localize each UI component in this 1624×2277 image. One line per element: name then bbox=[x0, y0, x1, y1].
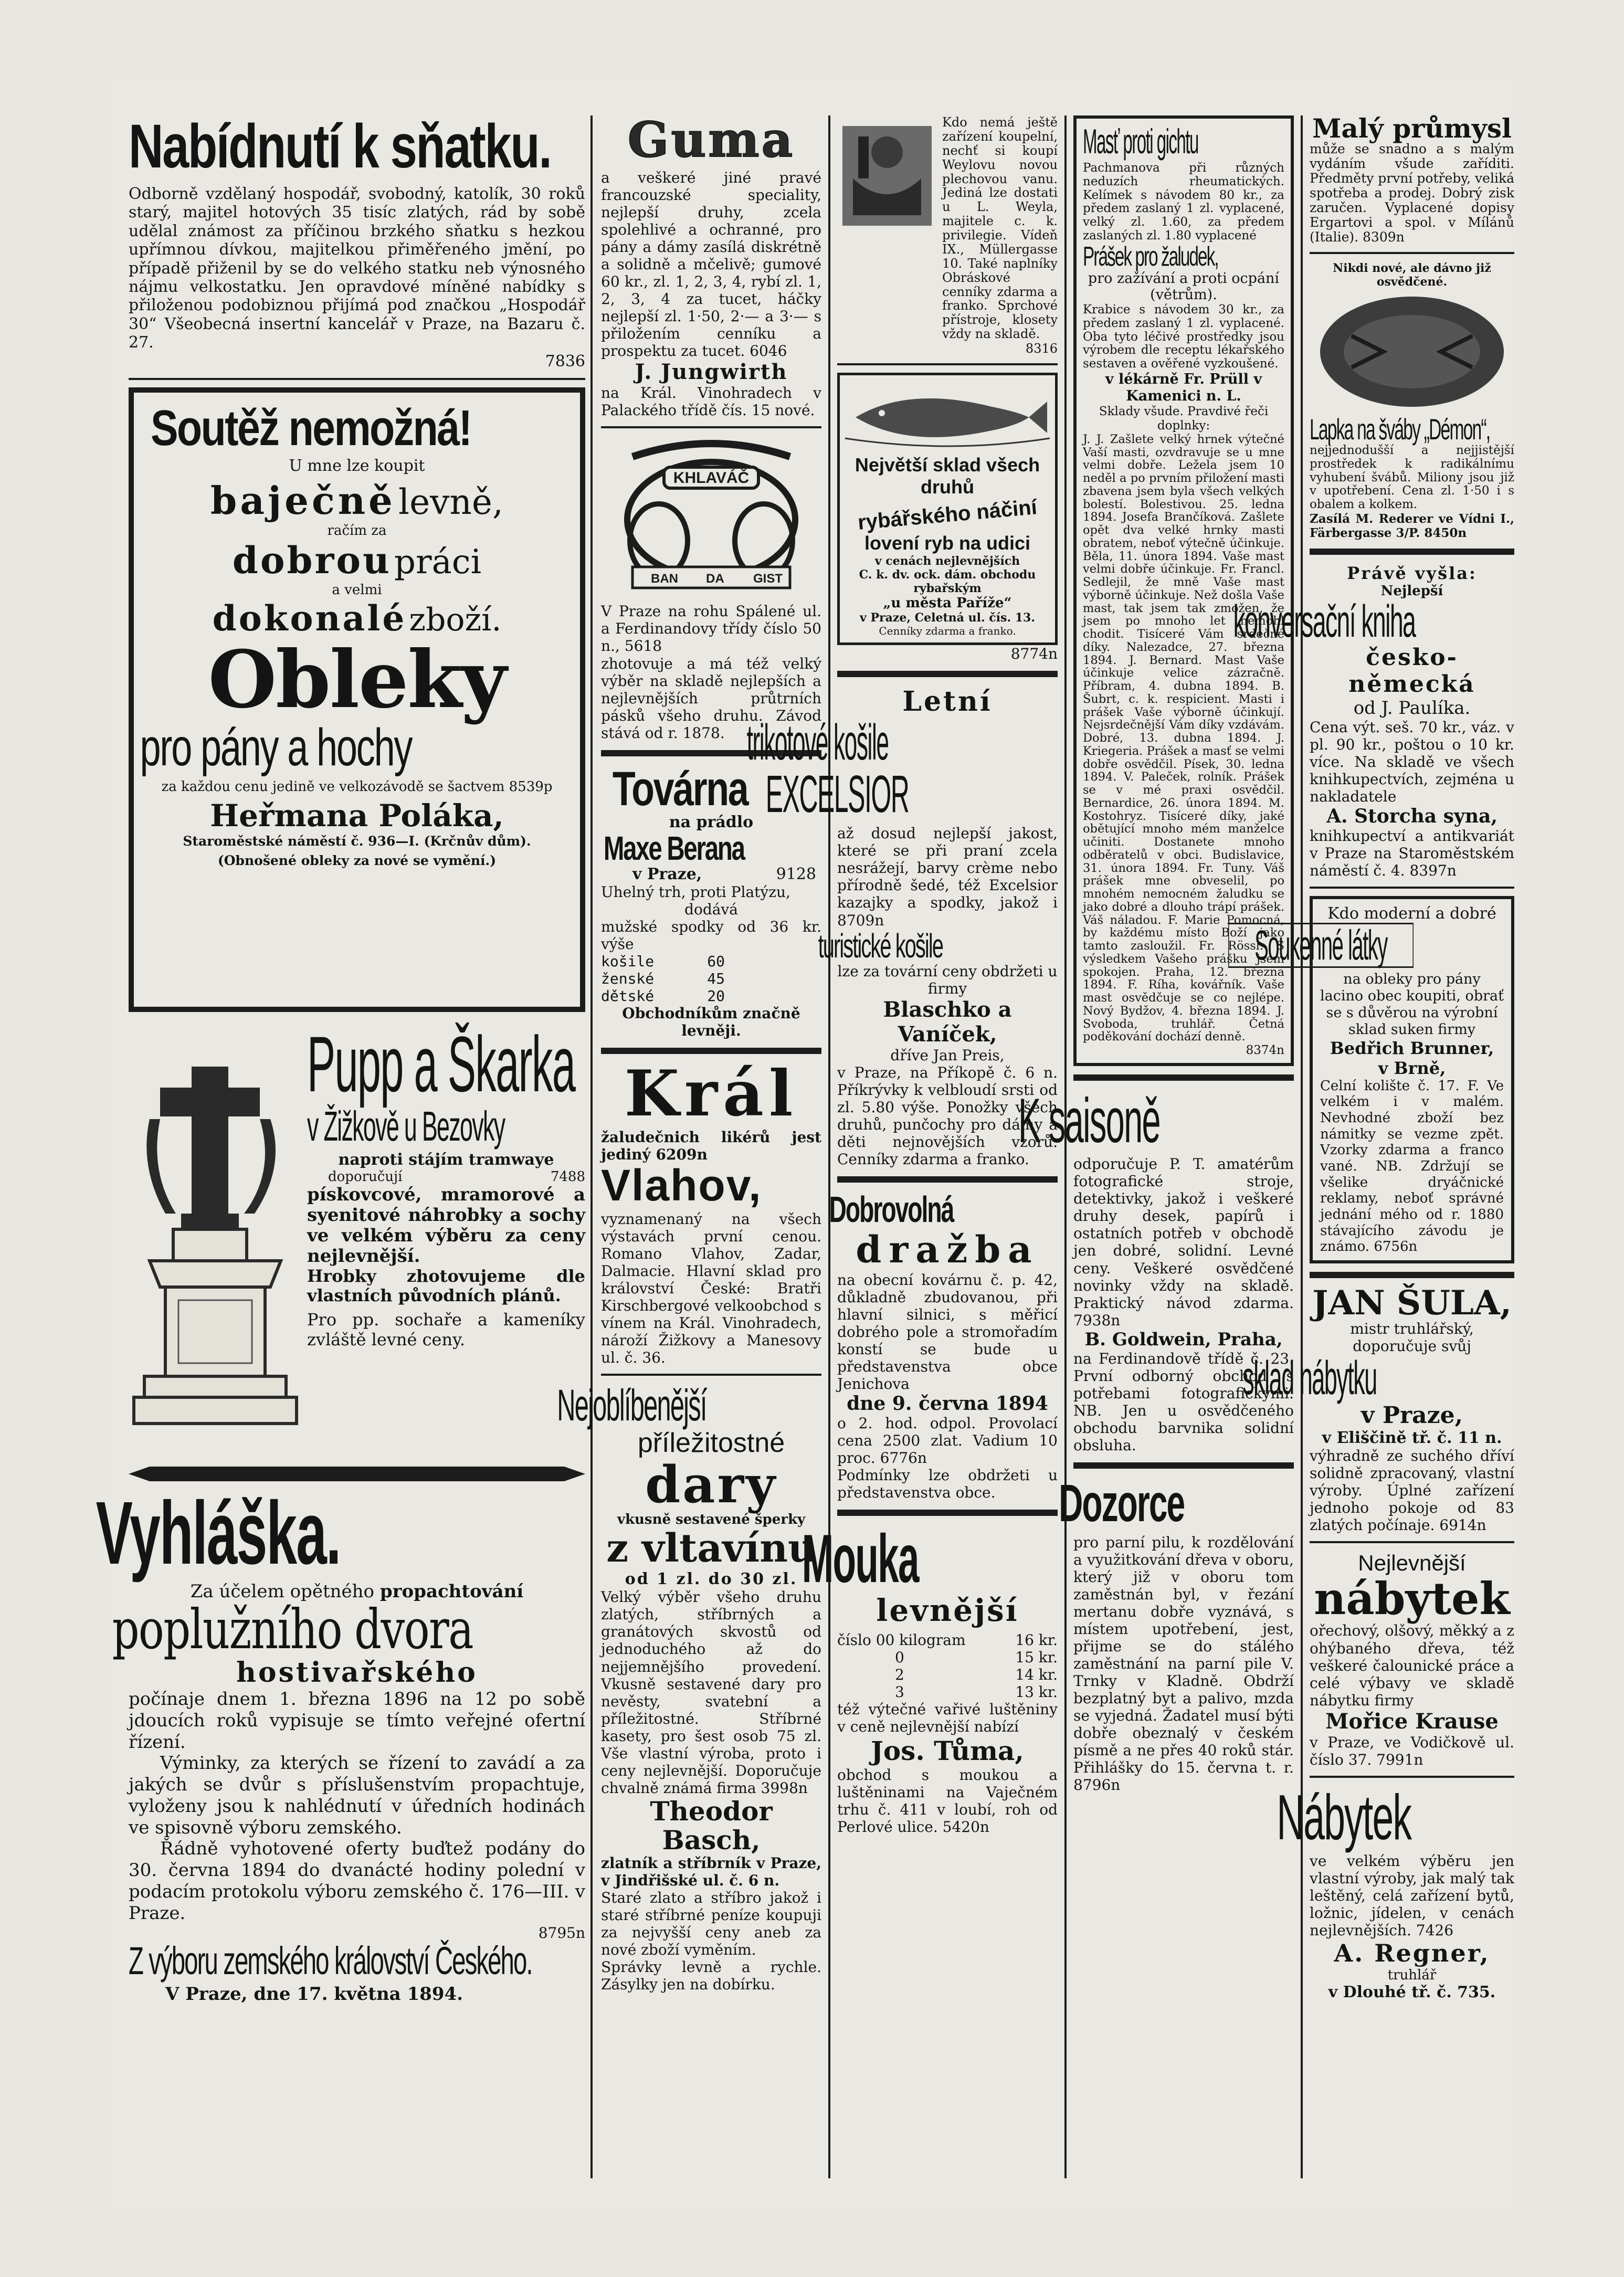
ad-beran-line: Uhelný trh, proti Platýzu, bbox=[601, 883, 790, 901]
divider bbox=[601, 426, 821, 428]
ad-regner bbox=[1277, 1781, 1514, 2001]
ad-tuma-body: obchod s moukou a luštěninami na Vaječném trhu č. 411 v loubí, roh od Perlové ulice. 5420n bbox=[837, 1766, 1058, 1836]
ad-weyl-body: Kdo nemá ještě zařízení koupelní, nechť si koupí Weylovu novou plechovou vanu. Jediná lze dostati u L. Weyla, majitele c. k. privilegie. Vídeň IX., Müllergasse 10. Také naplníky Obráskové cenníky zdarma a franko. Sprchové přístroje, klosety vždy na skladě. bbox=[942, 115, 1058, 342]
divider bbox=[601, 1374, 821, 1376]
ad-vyhlaska-body: Řádně vyhotovené oferty buďtež podány do 30. června 1894 do dvanácté hodiny polední v podacím protokolu výboru zemského č. 176—III. v Praze. bbox=[129, 1838, 585, 1924]
divider bbox=[129, 378, 585, 380]
ad-guma-title: Guma bbox=[627, 111, 795, 168]
tombstone-illustration bbox=[129, 1056, 302, 1445]
ad-demon-body: nejjednodušší a nejjistější prostředek k radikálnímu vyhubení švábů. Miliony jsou již v upotřebení. Cena zl. 1·50 i s obalem a kolkem. bbox=[1310, 444, 1514, 511]
ad-klavac-body: V Praze na rohu Spálené ul. a Ferdinandovy třídy číslo 50 n., 5618 bbox=[601, 603, 821, 655]
ad-basch-title: Nejoblíbenější bbox=[557, 1380, 706, 1430]
ad-sula-line: mistr truhlářský, doporučuje svůj bbox=[1350, 1320, 1474, 1355]
ad-storch-body: knihkupectví a antikvariát v Praze na Staroměstském náměstí č. 4. 8397n bbox=[1310, 827, 1514, 880]
ad-pupp-code: 7488 bbox=[550, 1168, 585, 1185]
ad-erhart bbox=[1310, 115, 1514, 540]
ad-basch-line: zlatník a stříbrník v Praze, v Jindřišské ul. č. 6 n. bbox=[601, 1854, 821, 1889]
divider bbox=[837, 671, 1058, 677]
ad-excelsior-line: lze za tovární ceny obdržeti u firmy bbox=[837, 962, 1058, 997]
ad-marriage-title: Nabídnutí k sňatku. bbox=[129, 112, 551, 181]
ad-brunner-name: Bedřich Brunner, bbox=[1330, 1038, 1494, 1058]
ad-excelsior-head: Letní bbox=[902, 686, 993, 718]
truss-illustration bbox=[601, 436, 821, 598]
ad-brunner-line: v Brně, bbox=[1378, 1058, 1446, 1078]
ad-polak-word: zboží. bbox=[409, 601, 502, 638]
ad-beran-code: 9128 bbox=[776, 865, 816, 883]
ad-kraus-title: nábytek bbox=[1314, 1573, 1510, 1625]
ad-fishing-line: v Praze, Celetná ul. čís. 13. bbox=[860, 611, 1035, 625]
ad-fishing-line: Cenníky zdarma a franko. bbox=[879, 625, 1016, 638]
ad-vlahov-name: Vlahov, bbox=[601, 1160, 762, 1210]
ad-basch-dary: dary bbox=[645, 1455, 777, 1515]
ad-guma bbox=[601, 111, 821, 419]
ad-pupp-subtitle: v Žižkově u Bezovky bbox=[307, 1102, 505, 1150]
ad-vlahov-title: Král bbox=[624, 1056, 798, 1131]
ad-erhart-title: Malý průmysl bbox=[1312, 113, 1512, 144]
ad-trnka-title: Dozorce bbox=[1059, 1473, 1185, 1533]
ad-beran-prices: košile 60 ženské 45 dětské 20 bbox=[601, 952, 725, 1005]
ad-basch-line: Staré zlato a stříbro jakož i staré stříbrné peníze koupuji za nejvyšší ceny aneb za nové zboží vyměním. bbox=[601, 1889, 821, 1958]
ad-vyhlaska-date: V Praze, dne 17. května 1894. bbox=[165, 1983, 463, 2005]
ad-goldwein-name: B. Goldwein, Praha, bbox=[1084, 1329, 1283, 1350]
divider bbox=[601, 1048, 821, 1054]
ad-prull-title2: Prášek pro žaludek, bbox=[1083, 241, 1218, 272]
ad-drazba bbox=[829, 1188, 1058, 1502]
ad-pupp-line: naproti stájím tramwaye bbox=[338, 1150, 554, 1169]
ad-beran-line: na prádlo bbox=[669, 813, 754, 831]
ad-vyhlaska-title: Vyhláška. bbox=[96, 1483, 341, 1583]
ad-beran-line: v Praze, bbox=[632, 865, 702, 883]
ad-tuma bbox=[802, 1520, 1058, 1836]
ad-prull-code: 8374n bbox=[1246, 1043, 1284, 1058]
ad-storch-body: Cena výt. seš. 70 kr., váz. v pl. 90 kr., poštou o 10 kr. více. Na skladě ve všech knihkupectvích, zejména u nakladatele bbox=[1310, 719, 1514, 806]
ad-goldwein-body: odporučuje P. T. amatérům fotografické stroje, detektivky, jakož i veškeré druhy desek, papírů i ostatních potřeb v obchodě jen dobré, solidní. Levné ceny. Veškeré osvědčené novinky vždy na skladě. Praktický návod zdarma. 7938n bbox=[1073, 1155, 1294, 1329]
ad-storch-title: konversační kniha bbox=[1233, 596, 1416, 647]
ad-basch-vltavin: z vltavínu bbox=[606, 1525, 816, 1571]
ad-polak-line: račím za bbox=[327, 522, 387, 539]
ad-vyhlaska-place: hostivařského bbox=[236, 1656, 478, 1689]
ad-prull-line: v lékárně Fr. Prüll v Kamenici n. L. bbox=[1105, 371, 1262, 404]
ad-fishing-line: C. k. dv. ock. dám. obchodu rybařským bbox=[859, 568, 1036, 596]
ad-basch-line: Správky levně a rychle. Zásylky jen na dobírku. bbox=[601, 1958, 821, 1993]
ad-pupp-line: doporučují bbox=[328, 1168, 403, 1185]
ad-trnka bbox=[1059, 1473, 1294, 1794]
ad-kraus-body: ořechový, olšový, měkký a z ohýbaného dřeva, též veškeré čalounické práce a celé výbavy ve skladě nábytku firmy bbox=[1310, 1622, 1514, 1709]
column-1 bbox=[96, 112, 585, 2005]
ad-vyhlaska-body: Výminky, za kterých se řízení to zavádí a za jakých se dvůr s příslušenstvím propachtuje, vyloženy jsou k nahlédnutí v úředních hodinách ve spisovně výboru zemského. bbox=[129, 1753, 585, 1838]
ad-regner-body: ve velkém výběru jen vlastní výroby, jak malý tak leštěný, celá zařízení bytů, ložnic, jídelen, v cenách nejlevnějších. 7426 bbox=[1310, 1852, 1514, 1939]
ad-guma-address: na Král. Vinohradech v Palackého třídě čís. 15 nové. bbox=[601, 384, 821, 419]
ad-sula-address: v Eliščině tř. č. 11 n. bbox=[1322, 1429, 1502, 1448]
ad-vlahov-line: žaludečnich likérů jest jediný 6209n bbox=[601, 1128, 821, 1163]
ad-kraus-name: Mořice Krause bbox=[1325, 1709, 1499, 1734]
ad-fishing-line: lovení ryb na udici bbox=[864, 532, 1031, 554]
ad-vyhlaska-line: propachtování bbox=[379, 1580, 524, 1602]
truss-label: DA bbox=[706, 572, 724, 586]
ad-brunner-line: Kdo moderní a dobré bbox=[1327, 904, 1496, 923]
ad-polak-obleky: Obleky bbox=[208, 633, 506, 726]
newspaper-page bbox=[96, 79, 1517, 2215]
ad-kraus-line: Nejlevnější bbox=[1358, 1551, 1466, 1576]
truss-label: BAN bbox=[651, 572, 678, 586]
ad-excelsior-tourist: turistické košile bbox=[818, 926, 943, 965]
ad-regner-title: Nábytek bbox=[1277, 1781, 1411, 1853]
ad-polak-suits bbox=[129, 387, 585, 1012]
ad-polak-word: dobrou bbox=[232, 538, 392, 582]
ad-polak-title: Soutěž nemožná! bbox=[150, 399, 471, 456]
ad-polak-line: a velmi bbox=[332, 582, 382, 598]
ad-beran-line: Obchodníkům značně levněji. bbox=[622, 1004, 800, 1039]
ad-storch-line: Právě vyšla: bbox=[1347, 563, 1477, 583]
ad-fishing-title: rybářského náčiní bbox=[857, 496, 1038, 535]
ad-fishing-line: „u města Paříže“ bbox=[883, 595, 1012, 612]
ad-prull-line: pro zažívání a proti ocpání (větrům). bbox=[1088, 270, 1280, 303]
heavy-divider bbox=[129, 1463, 585, 1484]
ad-marriage-body: Odborně vzdělaný hospodář, svobodný, katolík, 30 roků starý, majitel hotových 35 tisíc zlatých, rád by sobě udělal známost za příčinou brzkého sňatku s hezkou upřímnou dívkou, majitelkou přiměřeného jmění, po případě přiženil by se do velkého statku neb výnosného nájmu velkostatku. Jen opravdové míněné nabídky s přiloženou podobiznou přijímá pod značkou „Hospodář 30“ Všeobecná insertní kancelář v Praze, na Bazaru č. 27. bbox=[129, 185, 585, 352]
ad-excelsior-body: v Praze, na Příkopě č. 6 n. Příkrývky k velbloudí srsti od zl. 5.80 výše. Ponožky všech druhů, punčochy pro dámy a děti nejnovějších vzorů. Cenníky zdarma a franko. bbox=[837, 1063, 1058, 1168]
ad-goldwein-title: K saisoně bbox=[1018, 1085, 1161, 1156]
ad-pupp-skarka bbox=[129, 1019, 585, 1460]
ad-basch-body: Velký výběr všeho druhu zlatých, stříbrných a granátových skvostů od jednoduchého až do nejjemnějšího provedení. Vkusně sestavené dary pro nevěsty, svatební a příležitostné. Stříbrné kasety, pro šest osob 75 zl. Vše vlastní výroba, proto i ceny nejlevnější. Doporučuje chvalně známá firma 3998n bbox=[601, 1588, 821, 1797]
ad-fishing-line: v cenách nejlevnějších bbox=[874, 554, 1020, 568]
ad-kraus-body: v Praze, ve Vodičkově ul. číslo 37. 7991n bbox=[1310, 1733, 1514, 1768]
ad-drazba-body: na obecní kovárnu č. p. 42, důkladně zbudovanou, při hlavní silnici, s měřicí dobrého pole a stromořadím konstí se bude u představenstva obce Jenichova bbox=[837, 1271, 1058, 1393]
ad-polak-address: Staroměstské náměstí č. 936—I. (Krčnův dům). bbox=[183, 834, 531, 849]
ad-storch-line: česko-německá bbox=[1348, 644, 1475, 698]
ad-guma-body: a veškeré jiné pravé francouzské speciality, nejlepší druhy, zcela spolehlivé a ochranné, pro pány a dámy zasílá diskrétně a solidně a mčelivě; gumové 60 kr., zl. 1, 2, 3, 4, rybí zl. 1, 2, 3, 4 za tucet, háčky nejlepší zl. 1·50, 2·— a 3·— s přiložením cenníku a prospektu za tucet. 6046 bbox=[601, 169, 821, 360]
ad-sula bbox=[1242, 1283, 1514, 1534]
column-rule bbox=[590, 115, 593, 2178]
ad-prull-testimonials: J. J. Zašlete velký hrnek výtečné Vaší masti, ozvdravuje se u mne velmi dobře. Ležela jsem 10 neděl a po prvním přiložení masti zbavena jsem byla všech velkých bolestí. Bolestivou. 25. ledna 1894. Josefa Brančíková. Zašlete opět dva velké hrnky masti obratem, neboť výtečně účinkuje. Běla, 11. února 1894. Vaše mast velmi dobře účinkuje. Fr. Francl. Sedlejil, že mně Vaše mast výborně účinkuje. Než došla Vaše mast, tak jsem tak zmožen, že jsem po mnoho let nemohl chodit. Tisíceré Vám srdečné díky. Nalezadce, 27. března 1894. J. Bernard. Mast Vaše účinkuje velice zázračně. Příbram, 4. dubna 1894. B. Šubrt, c. k. respicient. Masti i prášek Vaše výborně účinkují. Nejsrdečnější Vám díky vzdávám. Dobré, 13. dubna 1894. J. Kriegeria. Prášek a masť se velmi dobře osvědčil. Písek, 30. ledna 1894. V. Paleček, rolník. Prášek se v mé praxi osvědčil. Bernardice, 26. února 1894. M. Kostohryz. Tisíceré díky, jaké obětující mnoho mém manželce učiniti. Dostanete mnoho odběratelů v obci. Budislavice, 31. února 1894. Fr. Tuny. Váš prášek mne obveselil, po mnohém nemocném žaludku se jako dobré a dlouho trápí prášek. Váš náladou. F. Marie Pomocná, by každému místo Boží jako tamto zasloužil. Fr. Rössl. S výsledkem Vašeho prášku jsem spokojen. Praha, 12. března 1894. F. Ríha, kovářník. Vaše mast osvědčuje se co nejlépe. Nový Bydžov, 4. března 1894. J. Svoboda, truhlář. Četná poděkování dochází denně. bbox=[1083, 432, 1284, 1044]
ad-kraus bbox=[1310, 1551, 1514, 1768]
ad-goldwein-body: na Ferdinandově třídě č. 23. První odborný obchod s potřebami fotografickými. NB. Jen u osvědčeného obchodu barvnika solidní obsluha. bbox=[1073, 1350, 1294, 1454]
truss-label: KHLAVÁČ bbox=[673, 469, 750, 487]
ad-tuma-prices: číslo 00 kilogram 16 kr. 0 15 kr. 2 14 kr. 3 13 kr. bbox=[837, 1631, 1058, 1701]
ad-erhart-body: může se snadno a s malým vydáním všude zaříditi. Předměty první potřeby, veliká spotřeba a prodej. Dobrý zisk zaručen. Vyplacené dopisy Ergartovi a spol. v Mílánů (Italie). 8309n bbox=[1310, 141, 1514, 245]
ad-polak-line: za každou cenu jedině ve velkozávodě se šactvem 8539p bbox=[161, 779, 553, 795]
ad-brunner-body: Celní kolište č. 17. F. Ve velkém i v malém. Nevhodné zboží bez námitky se vezme zpět. Vzorky zdarma a franco vané. NB. Zdržují se všelike dryáčnické reklamy, neboť správné jednání mého od r. 1880 stávajícího závodu je známo. 6756n bbox=[1320, 1078, 1504, 1255]
ad-basch-name: Theodor Basch, bbox=[650, 1795, 773, 1856]
ad-fishing-line: Největší sklad všech druhů bbox=[855, 454, 1040, 498]
ad-beran-line: mužské spodky od 36 kr. výše bbox=[601, 918, 821, 953]
ad-vyhlaska bbox=[96, 1483, 585, 2005]
ad-trnka-body: pro parní pilu, k rozdělování a využitkování dřeva v oboru, který již v oboru tom zaměstnán byl, v řezání mertanu dobře vyznává, s místem upotřebení, jest, přijme se do stálého zaměstnání na parní pile V. Trnky v Kladně. Obdrží bezplatný byt a palivo, mzda se vyjedná. Žadatel musí býti dobře obeznalý v českém písmě a ne přes 40 roků stár. Přihlášky do 15. června t. r. 8796n bbox=[1073, 1533, 1294, 1794]
ad-regner-line: v Dlouhé tř. č. 735. bbox=[1328, 1983, 1496, 2001]
ad-weyl-code: 8316 bbox=[1025, 341, 1058, 356]
ad-prull-body: Krabice s návodem 30 kr., za předem zaslaný 1 zl. vyplacené. Oba tyto léčivé prostředky jsou výrobem dle receptu lékařského sestaven a ověřené vyzkoušené. bbox=[1083, 303, 1284, 371]
ad-tuma-sub: levnější bbox=[876, 1593, 1019, 1629]
ad-basch-line: vkusně sestavené šperky bbox=[617, 1511, 806, 1527]
ad-prull-title: Masť proti gichtu bbox=[1083, 122, 1198, 161]
ad-polak-sub: pro pány a hochy bbox=[140, 718, 412, 777]
ad-fishing-code: 8774n bbox=[1010, 645, 1058, 663]
ad-klavac bbox=[601, 436, 821, 741]
ad-excelsior-name: Blaschko a Vaníček, bbox=[883, 997, 1012, 1047]
divider bbox=[1310, 1541, 1514, 1543]
ad-klavac-body: zhotovuje a má též velký výběr na skladě nejlepších a nejlevnějších průtrních pásků všeho druhu. Závod stává od r. 1878. bbox=[601, 655, 821, 742]
fish-illustration bbox=[845, 381, 1050, 454]
truss-label: GIST bbox=[753, 572, 783, 586]
ad-tuma-name: Jos. Tůma, bbox=[871, 1735, 1024, 1767]
divider bbox=[1310, 887, 1514, 889]
ad-prull-line: Sklady všude. Pravdivé řeči doplnky: bbox=[1099, 404, 1269, 433]
divider bbox=[1310, 549, 1514, 555]
ad-vyhlaska-sign: Z výboru zemského království Českého. bbox=[129, 1938, 532, 1983]
ad-pupp-body: pískovcové, mramorové a syenitové náhrobky a sochy ve velkém výběru za ceny nejlevnější. bbox=[307, 1184, 585, 1267]
ad-sula-city: v Praze, bbox=[1361, 1402, 1463, 1429]
column-rule bbox=[828, 115, 830, 2178]
ad-storch-name: A. Storcha syna, bbox=[1326, 805, 1498, 828]
ad-beran-line: dodává bbox=[684, 900, 738, 918]
ad-demon-title: Lapka na šváby „Démon“, bbox=[1310, 413, 1490, 446]
ad-regner-name: A. Regner, bbox=[1334, 1938, 1490, 1967]
ad-demon-caption: Nikdi nové, ale dávno již osvědčené. bbox=[1333, 261, 1491, 289]
ad-storch-line: Nejlepší bbox=[1380, 583, 1443, 599]
ad-drazba-body: Podmínky lze obdržeti u představenstva obce. bbox=[837, 1467, 1058, 1502]
ad-polak-word: dokonalé bbox=[212, 597, 407, 639]
ad-basch-line: příležitostné bbox=[637, 1428, 785, 1459]
ad-excelsior-brand: EXCELSIOR bbox=[765, 765, 909, 824]
ad-marriage bbox=[129, 112, 585, 371]
ad-regner-line: truhlář bbox=[1387, 1967, 1437, 1983]
ad-excelsior-body: až dosud nejlepší jakost, které se při praní zcela nesrážejí, barvy crème nebo přírodně šedé, též Excelsior kazajky a spodky, jakož i 8709n bbox=[837, 825, 1058, 929]
ad-prull-body: Pachmanova při různých neduzích rheumatických. Kelímek s návodem 80 kr., za předem zaslaný 1 zl. vyplacené, velký zl. 1.60, za předem zaslaných zl. 1.80 vyplacené bbox=[1083, 161, 1284, 243]
divider bbox=[1310, 1776, 1514, 1778]
ad-sula-title: JAN ŠULA, bbox=[1312, 1283, 1512, 1323]
ad-vyhlaska-code: 8795n bbox=[538, 1924, 585, 1942]
divider bbox=[1310, 252, 1514, 254]
ad-excelsior-title: trikotové košile bbox=[746, 714, 889, 771]
ad-storch-line: od J. Paulíka. bbox=[1353, 698, 1471, 719]
ad-beran-name: Maxe Berana bbox=[603, 829, 744, 867]
ad-drazba-body: o 2. hod. odpol. Provolací cena 2500 zlat. Vadium 10 proc. 6776n bbox=[837, 1415, 1058, 1467]
ad-vyhlaska-line: Za účelem opětného bbox=[190, 1580, 374, 1602]
ad-pupp-body: Pro pp. sochaře a kameníky zvláště levné ceny. bbox=[307, 1309, 585, 1350]
ad-polak-line: U mne lze koupit bbox=[289, 456, 425, 475]
ad-polak-word: levně, bbox=[398, 481, 503, 522]
ad-tuma-title: Mouka bbox=[802, 1520, 919, 1597]
ad-brunner-title: Soukenné látky bbox=[1228, 923, 1414, 968]
ad-vyhlaska-farm: poplužního dvora bbox=[112, 1597, 473, 1661]
ad-pupp-title: Pupp a Škarka bbox=[307, 1019, 575, 1108]
column-rule bbox=[1301, 115, 1303, 2178]
ad-excelsior-line: dříve Jan Preis, bbox=[890, 1046, 1005, 1064]
ad-pupp-body: Hrobky zhotovujeme dle vlastních původních plánů. bbox=[307, 1266, 585, 1306]
ad-polak-word: baječně bbox=[210, 478, 396, 523]
ad-sula-body: výhradně ze suchého dříví solidně zpracovaný, vlastní výroby. Úplné zařízení jednoho pokoje od 83 zlatých počínaje. 6914n bbox=[1310, 1447, 1514, 1534]
ad-sula-store: sklad nábytku bbox=[1242, 1352, 1377, 1405]
divider bbox=[837, 1176, 1058, 1183]
bath-illustration bbox=[837, 115, 937, 231]
ad-basch-line: od 1 zl. do 30 zl. bbox=[625, 1570, 798, 1589]
ad-weyl-bath bbox=[837, 115, 1058, 356]
ad-vlahov-body: vyznamenaný na všech výstavách první cenou. Romano Vlahov, Zadar, Dalmacie. Hlavní sklad pro království České: Bratři Kirschbergové velkoobchod s vínem na Král. Vinohradech, nároží Žižkovy a Manesovy ul. č. 36. bbox=[601, 1210, 821, 1367]
ad-drazba-date: dne 9. června 1894 bbox=[847, 1393, 1048, 1415]
ad-polak-word: práci bbox=[394, 542, 482, 582]
ad-beran-title: Továrna bbox=[613, 762, 748, 816]
divider bbox=[1073, 1462, 1294, 1469]
ad-polak-note: (Obnošené obleky za nové se vymění.) bbox=[217, 853, 497, 869]
ad-vyhlaska-body: počínaje dnem 1. března 1896 na 12 po sobě jdoucích roků vypisuje se tímto veřejné ofertní řízení. bbox=[129, 1688, 585, 1753]
ad-drazba-title: Dobrovolná bbox=[829, 1188, 954, 1230]
ad-tuma-body: též výtečné vařivé luštěniny v ceně nejlevnější nabízí bbox=[837, 1701, 1058, 1736]
ad-brunner-body: na obleky pro pány lacino obec koupiti, obrať se s důvěrou na výrobní sklad suken firmy bbox=[1320, 971, 1504, 1038]
ad-storch bbox=[1233, 563, 1514, 880]
divider bbox=[837, 363, 1058, 365]
ad-drazba-sub: dražba bbox=[856, 1227, 1039, 1271]
ad-demon-body: Zasílá M. Rederer ve Vídni I., Färbergasse 3/P. 8450n bbox=[1310, 511, 1514, 540]
ad-fishing bbox=[837, 373, 1058, 645]
divider bbox=[1073, 1074, 1294, 1081]
cockroach-illustration bbox=[1310, 289, 1514, 415]
ad-guma-name: J. Jungwirth bbox=[635, 360, 788, 385]
divider bbox=[1310, 1272, 1514, 1278]
ad-polak-name: Heřmana Poláka, bbox=[210, 798, 504, 834]
ad-marriage-code: 7836 bbox=[545, 352, 585, 371]
